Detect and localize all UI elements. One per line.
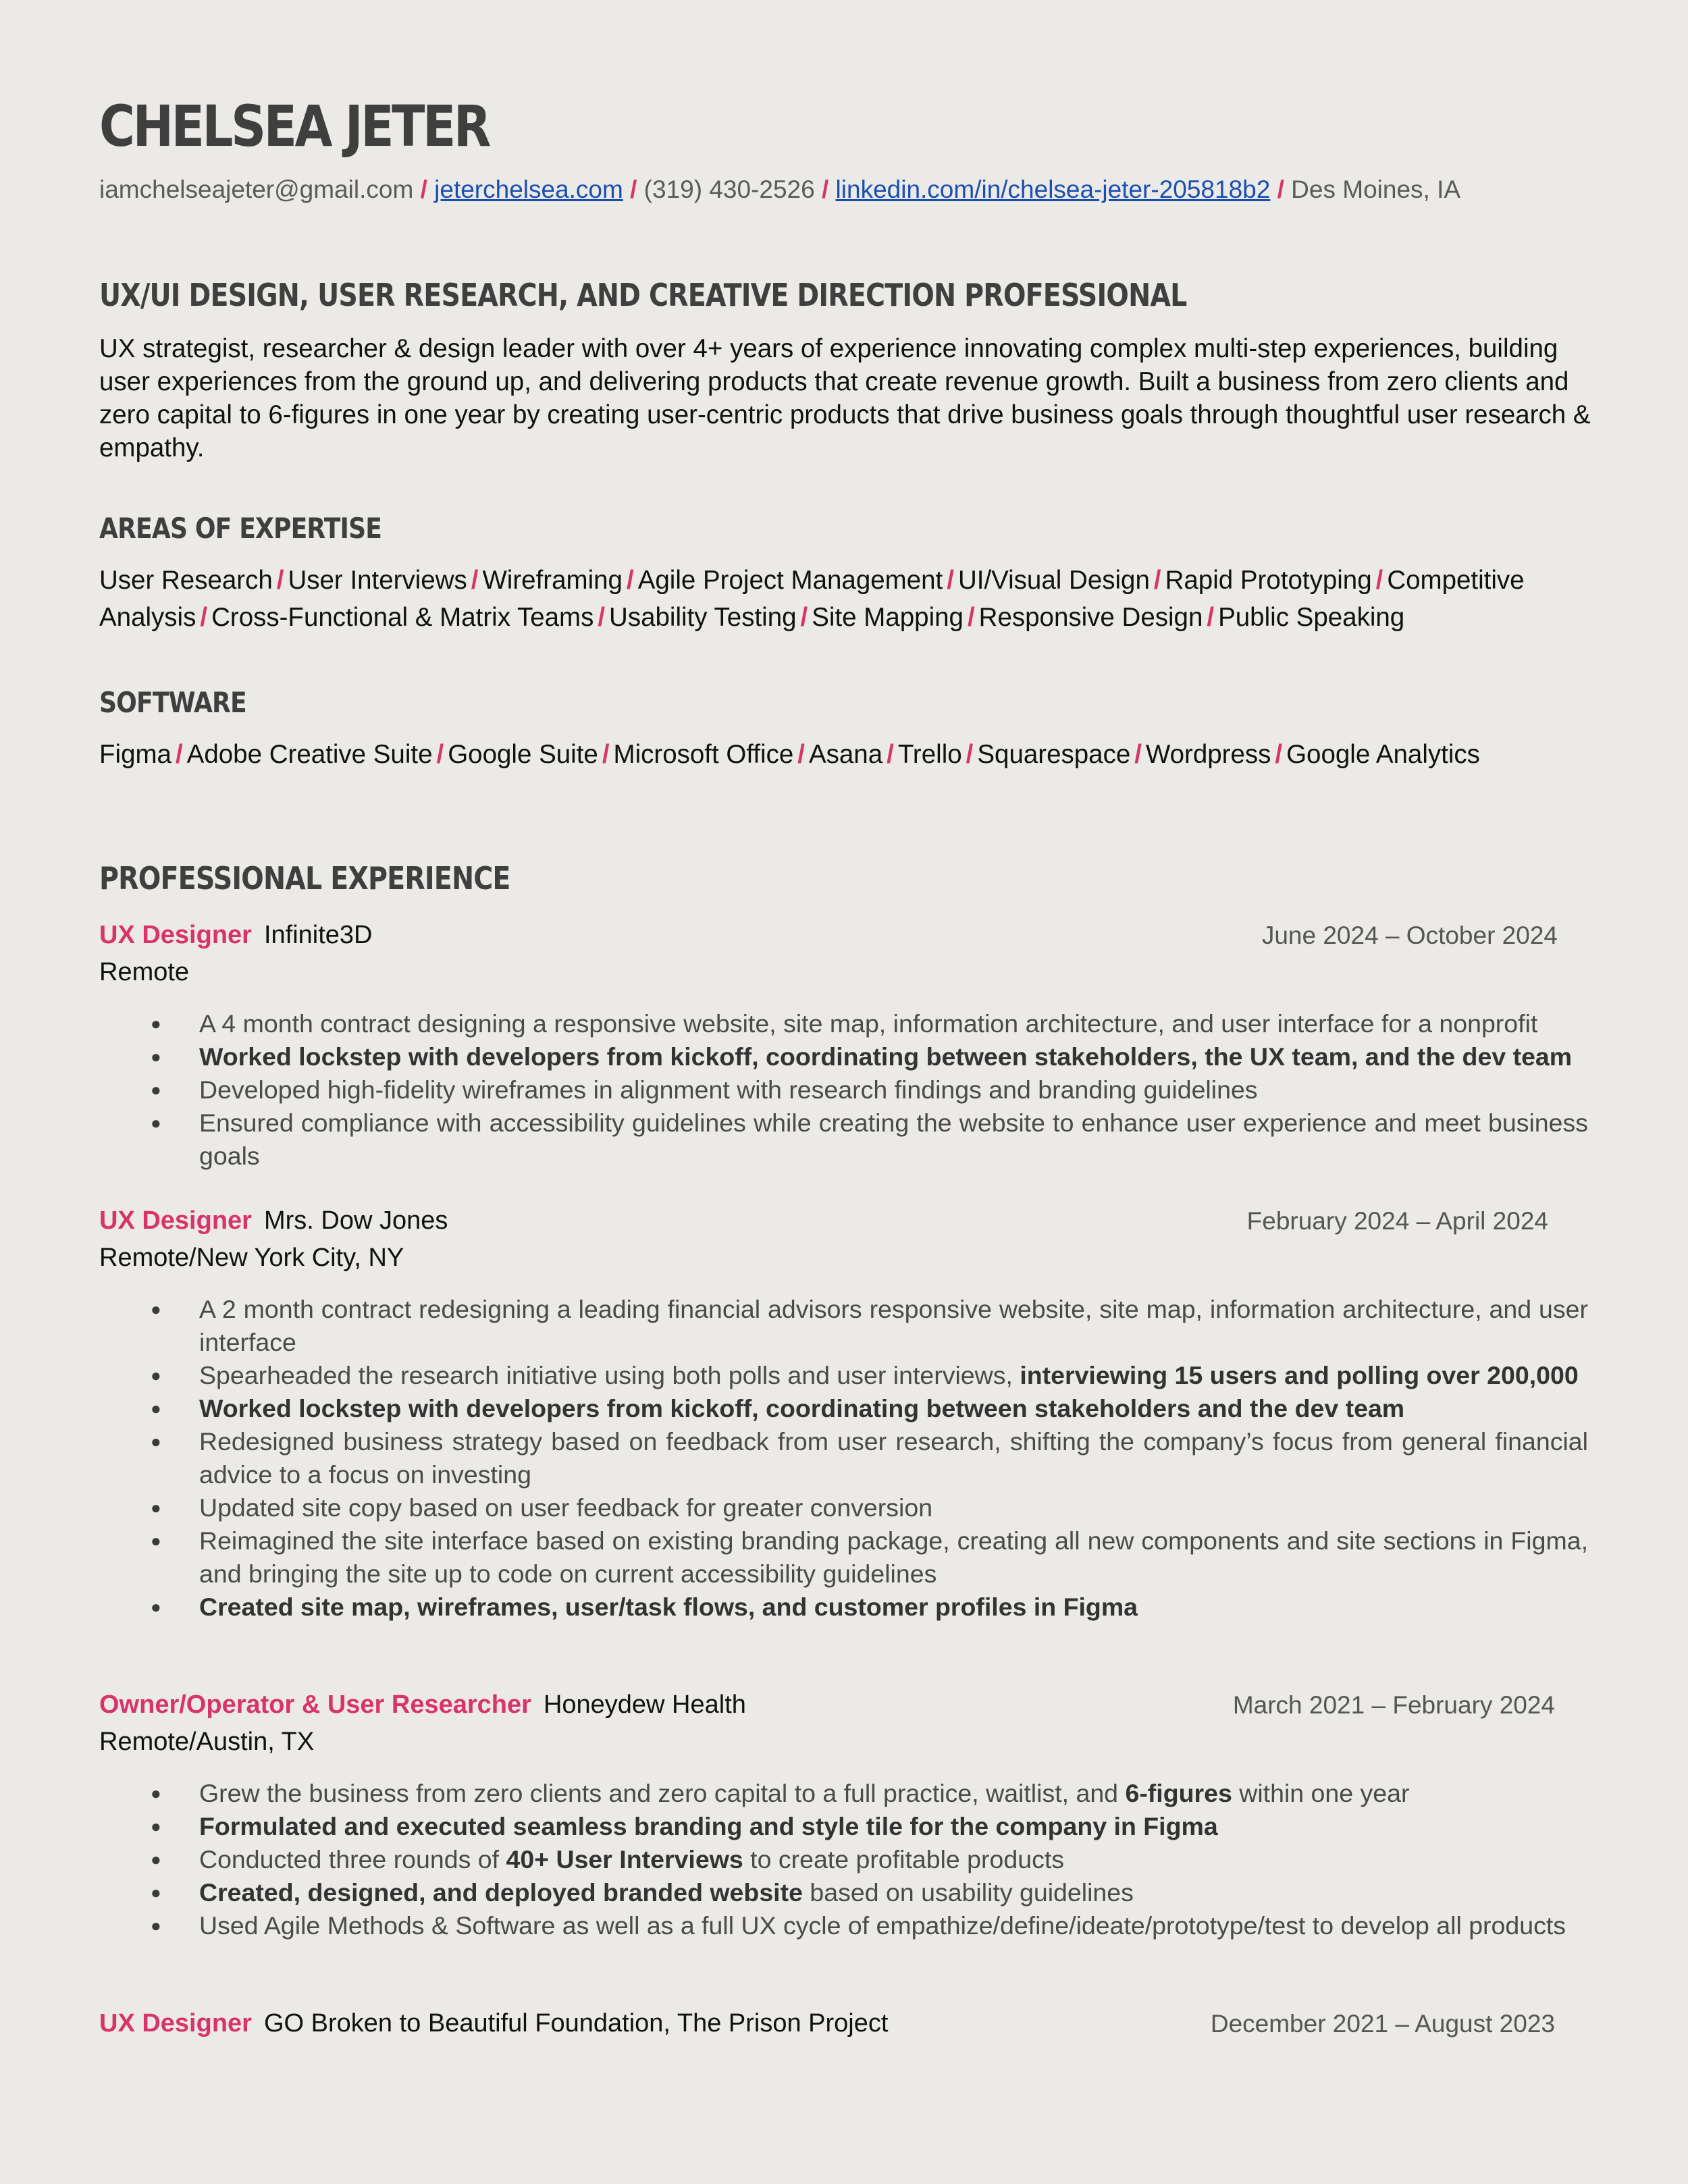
separator: /	[602, 740, 610, 769]
phone-text: (319) 430-2526	[643, 176, 815, 203]
bullet-item	[99, 1007, 1588, 1040]
separator: /	[1277, 176, 1284, 203]
job-dates: March 2021 – February 2024	[1232, 1691, 1555, 1719]
separator: /	[821, 176, 829, 203]
bullet-bold-text: interviewing 15 users and polling over 200,000	[1020, 1361, 1579, 1389]
list-item: Google Analytics	[1286, 740, 1480, 769]
list-item: Site Mapping	[812, 603, 964, 632]
location-text: Des Moines, IA	[1291, 176, 1461, 203]
separator: /	[1134, 740, 1142, 769]
experience-heading: PROFESSIONAL EXPERIENCE	[99, 860, 510, 897]
bullet-bold-text: Created, designed, and deployed branded website	[199, 1878, 803, 1907]
bullet-item	[99, 1073, 1588, 1107]
bullet-bold-text: Worked lockstep with developers from kickoff, coordinating between stakeholders and the dev team	[199, 1394, 1405, 1422]
bullet-item	[99, 1491, 1588, 1524]
job-company: Honeydew Health	[543, 1690, 746, 1719]
job-header	[99, 1690, 746, 1720]
bullet-item	[99, 1359, 1588, 1392]
separator: /	[276, 566, 284, 595]
job-title: Owner/Operator & User Researcher	[99, 1690, 531, 1719]
bullet-text: within one year	[1232, 1779, 1410, 1807]
software-list	[99, 736, 1551, 773]
bullet-item	[99, 1810, 1588, 1843]
job-company: Infinite3D	[263, 921, 373, 949]
separator: /	[420, 176, 427, 203]
bullet-bold-text: 6-figures	[1125, 1779, 1232, 1807]
separator: /	[598, 603, 606, 632]
job-company: GO Broken to Beautiful Foundation, The Prison Project	[263, 2009, 889, 2037]
separator: /	[436, 740, 444, 769]
bullet-text: Reimagined the site interface based on existing branding package, creating all new components and site sections in Figma, and bringing the site up to code on current accessibility guidelines	[199, 1526, 1588, 1588]
job-title: UX Designer	[99, 1206, 252, 1235]
contact-line	[99, 176, 1460, 204]
separator: /	[1275, 740, 1283, 769]
bullet-text: Redesigned business strategy based on feedback from user research, shifting the company’s focus from general financial advice to a focus on investing	[199, 1427, 1588, 1489]
list-item: Google Suite	[448, 740, 598, 769]
bullet-item	[99, 1909, 1588, 1942]
expertise-heading: AREAS OF EXPERTISE	[99, 512, 382, 545]
website-link[interactable]: jeterchelsea.com	[434, 176, 623, 203]
bullet-text: Updated site copy based on user feedback for greater conversion	[199, 1493, 933, 1522]
job-header	[99, 1206, 448, 1235]
bullet-item	[99, 1040, 1588, 1073]
list-item: Adobe Creative Suite	[186, 740, 433, 769]
summary-text: UX strategist, researcher & design leader with over 4+ years of experience innovating complex multi-step experiences, building user experiences from the ground up, and delivering products that create revenue growth. Built a business from zero clients and zero capital to 6-figures in one year by creating user-centric products that drive business goals through thoughtful user research & empathy.	[99, 334, 1591, 462]
bullet-text: Conducted three rounds of	[199, 1845, 506, 1873]
list-item: Agile Project Management	[637, 566, 943, 595]
bullet-item	[99, 1876, 1588, 1909]
email-text: iamchelseajeter@gmail.com	[99, 176, 414, 203]
job-bullets	[99, 1777, 1588, 1942]
job-bullets	[99, 1293, 1588, 1624]
bullet-item	[99, 1591, 1588, 1624]
list-item: Wordpress	[1145, 740, 1271, 769]
list-item: Figma	[99, 740, 172, 769]
list-item: Wireframing	[482, 566, 623, 595]
list-item: Cross-Functional & Matrix Teams	[211, 603, 594, 632]
list-item: User Interviews	[288, 566, 467, 595]
list-item: User Research	[99, 566, 273, 595]
expertise-list	[99, 562, 1551, 636]
separator: /	[630, 176, 637, 203]
bullet-text: Ensured compliance with accessibility guidelines while creating the website to enhance user experience and meet business goals	[199, 1109, 1588, 1170]
separator: /	[200, 603, 208, 632]
bullet-item	[99, 1293, 1588, 1359]
bullet-text: Grew the business from zero clients and zero capital to a full practice, waitlist, and	[199, 1779, 1126, 1807]
list-item: Rapid Prototyping	[1165, 566, 1372, 595]
bullet-item	[99, 1777, 1588, 1810]
job-header	[99, 921, 373, 950]
list-item: Asana	[808, 740, 883, 769]
list-item: UI/Visual Design	[957, 566, 1150, 595]
separator: /	[626, 566, 634, 595]
job-location: Remote	[99, 958, 190, 986]
separator: /	[966, 740, 974, 769]
bullet-item	[99, 1392, 1588, 1425]
separator: /	[1153, 566, 1161, 595]
job-location: Remote/Austin, TX	[99, 1728, 315, 1756]
job-title: UX Designer	[99, 2009, 252, 2037]
bullet-bold-text: 40+ User Interviews	[506, 1845, 743, 1873]
bullet-bold-text: Created site map, wireframes, user/task flows, and customer profiles in Figma	[199, 1593, 1138, 1621]
software-heading: SOFTWARE	[99, 686, 246, 719]
separator: /	[797, 740, 805, 769]
linkedin-link[interactable]: linkedin.com/in/chelsea-jeter-205818b2	[835, 176, 1271, 203]
bullet-bold-text: Formulated and executed seamless branding and style tile for the company in Figma	[199, 1812, 1218, 1840]
job-bullets	[99, 1007, 1588, 1173]
job-company: Mrs. Dow Jones	[263, 1206, 448, 1235]
summary-heading: UX/UI DESIGN, USER RESEARCH, AND CREATIVE DIRECTION PROFESSIONAL	[99, 277, 1187, 313]
job-location: Remote/New York City, NY	[99, 1244, 404, 1272]
bullet-text: A 4 month contract designing a responsive website, site map, information architecture, and user interface for a nonprofit	[199, 1009, 1538, 1038]
candidate-name: CHELSEA JETER	[99, 93, 490, 159]
separator: /	[947, 566, 954, 595]
separator: /	[1375, 566, 1383, 595]
job-dates: June 2024 – October 2024	[1261, 922, 1558, 949]
separator: /	[967, 603, 975, 632]
bullet-text: A 2 month contract redesigning a leading financial advisors responsive website, site map, information architecture, and user interface	[199, 1295, 1588, 1356]
job-title: UX Designer	[99, 921, 252, 949]
list-item: Squarespace	[977, 740, 1131, 769]
list-item: Usability Testing	[609, 603, 797, 632]
separator: /	[887, 740, 894, 769]
bullet-item	[99, 1524, 1588, 1591]
list-item: Responsive Design	[978, 603, 1203, 632]
bullet-item	[99, 1843, 1588, 1876]
bullet-text: Used Agile Methods & Software as well as a full UX cycle of empathize/define/ideate/prototype/test to develop all products	[199, 1911, 1566, 1940]
separator: /	[471, 566, 479, 595]
job-dates: February 2024 – April 2024	[1246, 1207, 1548, 1235]
list-item: Public Speaking	[1218, 603, 1405, 632]
bullet-item	[99, 1425, 1588, 1491]
separator: /	[1207, 603, 1215, 632]
job-header	[99, 2009, 888, 2038]
bullet-bold-text: Worked lockstep with developers from kickoff, coordinating between stakeholders, the UX team, and the dev team	[199, 1042, 1573, 1071]
list-item: Competitive Analysis	[99, 566, 1525, 632]
bullet-text: Developed high-fidelity wireframes in alignment with research findings and branding guidelines	[199, 1075, 1258, 1104]
bullet-text: based on usability guidelines	[802, 1878, 1134, 1907]
separator: /	[800, 603, 808, 632]
list-item: Microsoft Office	[613, 740, 794, 769]
job-dates: December 2021 – August 2023	[1210, 2010, 1555, 2037]
bullet-item	[99, 1107, 1588, 1173]
bullet-text: to create profitable products	[743, 1845, 1065, 1873]
bullet-text: Spearheaded the research initiative using both polls and user interviews,	[199, 1361, 1020, 1389]
separator: /	[175, 740, 183, 769]
list-item: Trello	[897, 740, 962, 769]
